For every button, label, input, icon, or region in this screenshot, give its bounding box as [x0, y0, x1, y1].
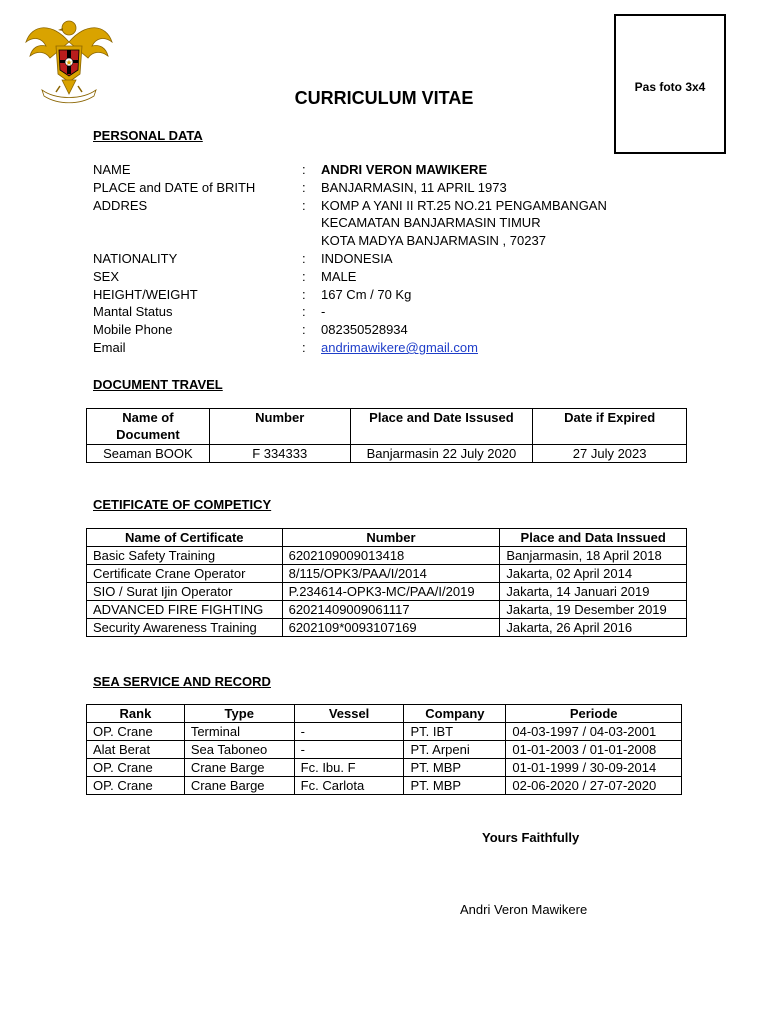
field-value: ANDRI VERON MAWIKERE — [321, 162, 488, 177]
table-cell: SIO / Surat Ijin Operator — [87, 583, 283, 601]
table-cell: 62021409009061117 — [282, 601, 500, 619]
table-cell: 27 July 2023 — [533, 445, 687, 463]
table-cell: Crane Barge — [184, 777, 294, 795]
email-value — [321, 339, 478, 357]
table-cell: PT. IBT — [404, 723, 506, 741]
table-cell: Jakarta, 14 Januari 2019 — [500, 583, 687, 601]
table-cell: Jakarta, 02 April 2014 — [500, 565, 687, 583]
table-cell: 8/115/OPK3/PAA/I/2014 — [282, 565, 500, 583]
column-header: Type — [184, 705, 294, 723]
table-row — [87, 565, 687, 583]
table-cell: PT. MBP — [404, 777, 506, 795]
table-cell: Fc. Carlota — [294, 777, 404, 795]
table-cell: Banjarmasin, 18 April 2018 — [500, 547, 687, 565]
field-separator: : — [302, 197, 306, 213]
table-cell: Fc. Ibu. F — [294, 759, 404, 777]
signature-name: Andri Veron Mawikere — [460, 902, 588, 917]
personal-data-row — [93, 268, 693, 286]
sea-service-table — [86, 704, 682, 795]
personal-data-row — [93, 214, 693, 232]
personal-data-row — [93, 179, 693, 197]
table-cell: Jakarta, 19 Desember 2019 — [500, 601, 687, 619]
table-cell: OP. Crane — [87, 777, 185, 795]
personal-data-row — [93, 197, 693, 215]
personal-data-row — [93, 321, 693, 339]
table-row — [87, 445, 687, 463]
table-cell: 6202109009013418 — [282, 547, 500, 565]
column-header: Rank — [87, 705, 185, 723]
personal-data-row — [93, 232, 693, 250]
field-value: BANJARMASIN, 11 APRIL 1973 — [321, 179, 507, 195]
field-separator: : — [302, 268, 306, 284]
table-header-row — [87, 529, 687, 547]
page-title: CURRICULUM VITAE — [294, 88, 474, 108]
table-row — [87, 759, 682, 777]
table-row — [87, 619, 687, 637]
field-label: Mantal Status — [93, 304, 173, 320]
table-cell: Sea Taboneo — [184, 741, 294, 759]
personal-data-heading: PERSONAL DATA — [93, 128, 203, 143]
field-label: NAME — [93, 162, 131, 177]
field-separator: : — [302, 179, 306, 195]
table-cell: 01-01-1999 / 30-09-2014 — [506, 759, 682, 777]
column-header: Vessel — [294, 705, 404, 723]
certificates-table — [86, 528, 687, 637]
table-row — [87, 741, 682, 759]
table-cell: Security Awareness Training — [87, 619, 283, 637]
column-header: Place and Data Inssued — [500, 529, 687, 547]
field-value: KECAMATAN BANJARMASIN TIMUR — [321, 215, 541, 231]
table-row — [87, 723, 682, 741]
table-row — [87, 601, 687, 619]
document-travel-table — [86, 408, 687, 463]
column-header: Number — [209, 409, 350, 445]
table-cell: 02-06-2020 / 27-07-2020 — [506, 777, 682, 795]
field-label: NATIONALITY — [93, 251, 178, 266]
field-label: SEX — [93, 268, 120, 284]
table-cell: PT. Arpeni — [404, 741, 506, 759]
table-row — [87, 547, 687, 565]
field-value: - — [321, 304, 326, 320]
column-header: Name of Document — [87, 409, 210, 445]
table-cell: Banjarmasin 22 July 2020 — [350, 445, 533, 463]
personal-data-row — [93, 161, 693, 179]
field-separator: : — [302, 340, 306, 355]
closing-text: Yours Faithfully — [482, 830, 580, 845]
column-header: Number — [282, 529, 500, 547]
table-cell: PT. MBP — [404, 759, 506, 777]
column-header: Company — [404, 705, 506, 723]
field-separator: : — [302, 286, 306, 302]
table-cell: Jakarta, 26 April 2016 — [500, 619, 687, 637]
table-cell: 04-03-1997 / 04-03-2001 — [506, 723, 682, 741]
table-cell: Certificate Crane Operator — [87, 565, 283, 583]
table-cell: F 334333 — [209, 445, 350, 463]
field-separator: : — [302, 251, 306, 266]
certificates-heading: CETIFICATE OF COMPETICY — [93, 497, 272, 512]
field-value: 082350528934 — [321, 322, 408, 338]
field-separator: : — [302, 322, 306, 338]
field-label: ADDRES — [93, 197, 148, 213]
personal-data-row — [93, 286, 693, 304]
table-row — [87, 583, 687, 601]
field-label: PLACE and DATE of BRITH — [93, 179, 256, 195]
table-cell: 6202109*0093107169 — [282, 619, 500, 637]
field-label: Email — [93, 340, 126, 355]
column-header: Periode — [506, 705, 682, 723]
table-cell: Basic Safety Training — [87, 547, 283, 565]
email-link[interactable]: andrimawikere@gmail.com — [321, 340, 478, 355]
table-cell: Alat Berat — [87, 741, 185, 759]
table-cell: ADVANCED FIRE FIGHTING — [87, 601, 283, 619]
personal-data-row — [93, 339, 693, 357]
table-cell: OP. Crane — [87, 759, 185, 777]
field-value: MALE — [321, 268, 357, 284]
field-label: HEIGHT/WEIGHT — [93, 286, 198, 302]
sea-service-heading: SEA SERVICE AND RECORD — [93, 674, 271, 689]
photo-placeholder — [614, 14, 726, 154]
field-label: Mobile Phone — [93, 322, 173, 338]
field-separator: : — [302, 162, 306, 177]
table-cell: OP. Crane — [87, 723, 185, 741]
table-header-row — [87, 409, 687, 445]
table-cell: - — [294, 723, 404, 741]
document-travel-heading: DOCUMENT TRAVEL — [93, 377, 223, 392]
table-cell: Seaman BOOK — [87, 445, 210, 463]
field-value: KOTA MADYA BANJARMASIN , 70237 — [321, 233, 546, 249]
table-cell: P.234614-OPK3-MC/PAA/I/2019 — [282, 583, 500, 601]
table-cell: Crane Barge — [184, 759, 294, 777]
column-header: Name of Certificate — [87, 529, 283, 547]
table-cell: - — [294, 741, 404, 759]
table-cell: 01-01-2003 / 01-01-2008 — [506, 741, 682, 759]
column-header: Date if Expired — [533, 409, 687, 445]
photo-label: Pas foto 3x4 — [634, 80, 706, 94]
field-value: INDONESIA — [321, 251, 393, 266]
field-separator: : — [302, 304, 306, 320]
table-header-row — [87, 705, 682, 723]
field-value: KOMP A YANI II RT.25 NO.21 PENGAMBANGAN — [321, 197, 607, 213]
column-header: Place and Date Issused — [350, 409, 533, 445]
field-value: 167 Cm / 70 Kg — [321, 286, 412, 302]
personal-data-row — [93, 250, 693, 268]
table-cell: Terminal — [184, 723, 294, 741]
table-row — [87, 777, 682, 795]
personal-data-row — [93, 303, 693, 321]
